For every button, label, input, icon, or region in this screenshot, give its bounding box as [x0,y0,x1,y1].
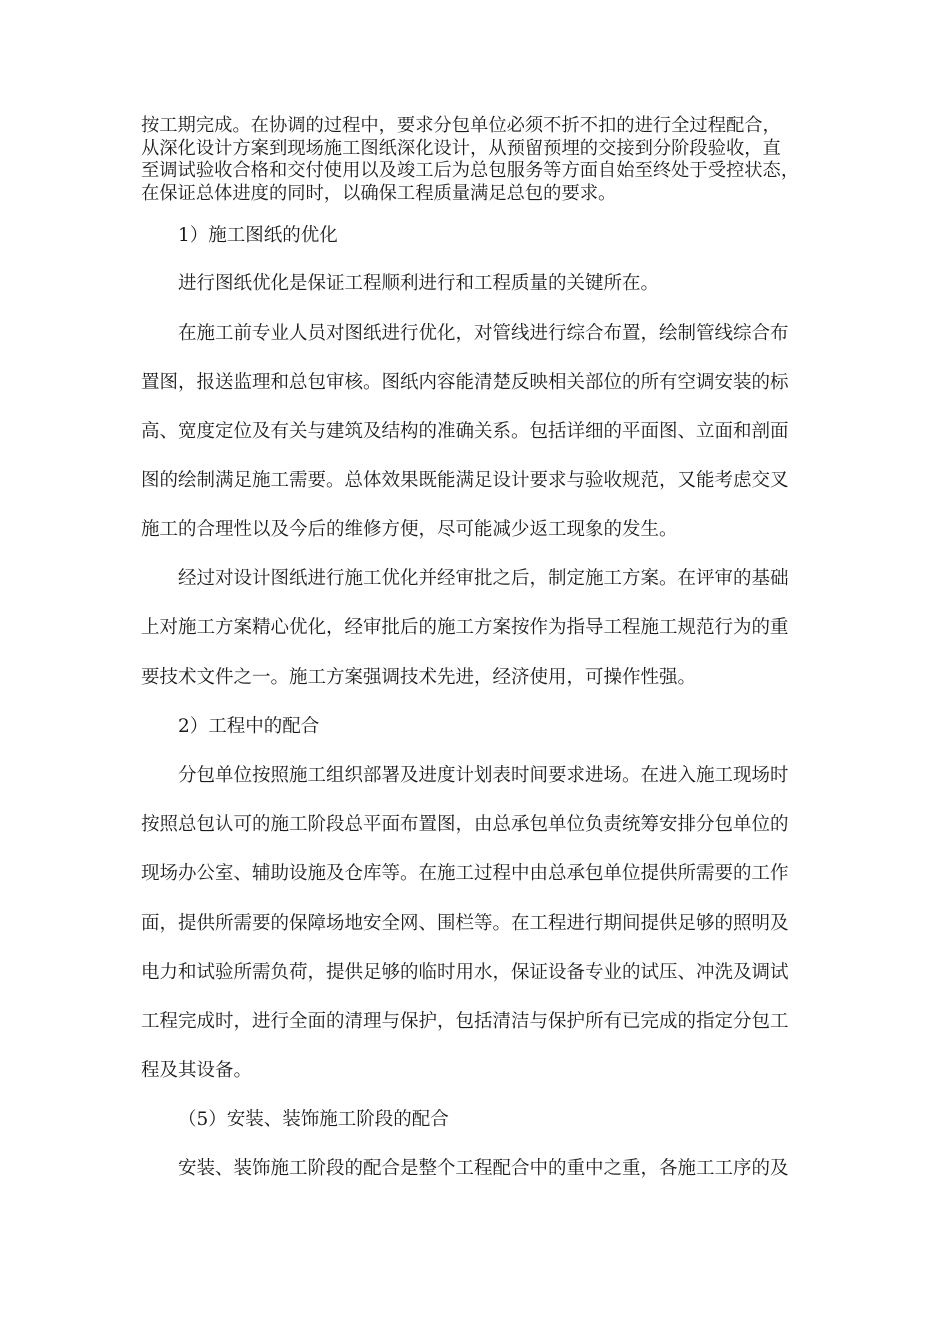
para-5-line-1: 安装、装饰施工阶段的配合是整个工程配合中的重中之重，各施工工序的及 [178,1158,789,1179]
section-heading-1: 1）施工图纸的优化 [178,225,338,246]
intro-line-1: 按工期完成。在协调的过程中，要求分包单位必须不折不扣的进行全过程配合， [141,115,781,136]
para-4-line-6: 工程完成时，进行全面的清理与保护，包括清洁与保护所有已完成的指定分包工 [141,1011,789,1032]
para-4-line-1: 分包单位按照施工组织部署及进度计划表时间要求进场。在进入施工现场时 [178,765,789,786]
para-4-line-4: 面，提供所需要的保障场地安全网、围栏等。在工程进行期间提供足够的照明及 [141,913,789,934]
intro-line-4: 在保证总体进度的同时，以确保工程质量满足总包的要求。 [141,183,617,204]
para-1-line-1: 进行图纸优化是保证工程顺利进行和工程质量的关键所在。 [178,273,660,294]
intro-line-2: 从深化设计方案到现场施工图纸深化设计，从预留预埋的交接到分阶段验收，直 [141,138,781,159]
para-3-line-3: 要技术文件之一。施工方案强调技术先进，经济使用，可操作性强。 [141,667,697,688]
section-heading-2: 2）工程中的配合 [178,716,320,737]
intro-line-3: 至调试验收合格和交付使用以及竣工后为总包服务等方面自始至终处于受控状态， [141,160,800,181]
para-4-line-2: 按照总包认可的施工阶段总平面布置图，由总承包单位负责统筹安排分包单位的 [141,814,789,835]
para-2-line-3: 高、宽度定位及有关与建筑及结构的准确关系。包括详细的平面图、立面和剖面 [141,421,789,442]
para-2-line-2: 置图，报送监理和总包审核。图纸内容能清楚反映相关部位的所有空调安装的标 [141,372,789,393]
para-2-line-4: 图的绘制满足施工需要。总体效果既能满足设计要求与验收规范，又能考虑交叉 [141,470,789,491]
para-2-line-5: 施工的合理性以及今后的维修方便，尽可能减少返工现象的发生。 [141,519,678,540]
para-3-line-2: 上对施工方案精心优化，经审批后的施工方案按作为指导工程施工规范行为的重 [141,617,789,638]
section-heading-3: （5）安装、装饰施工阶段的配合 [178,1109,449,1130]
para-4-line-7: 程及其设备。 [141,1060,253,1081]
para-4-line-3: 现场办公室、辅助设施及仓库等。在施工过程中由总承包单位提供所需要的工作 [141,863,789,884]
para-4-line-5: 电力和试验所需负荷，提供足够的临时用水，保证设备专业的试压、冲洗及调试 [141,962,789,983]
para-3-line-1: 经过对设计图纸进行施工优化并经审批之后，制定施工方案。在评审的基础 [178,568,789,589]
para-2-line-1: 在施工前专业人员对图纸进行优化，对管线进行综合布置，绘制管线综合布 [178,323,789,344]
